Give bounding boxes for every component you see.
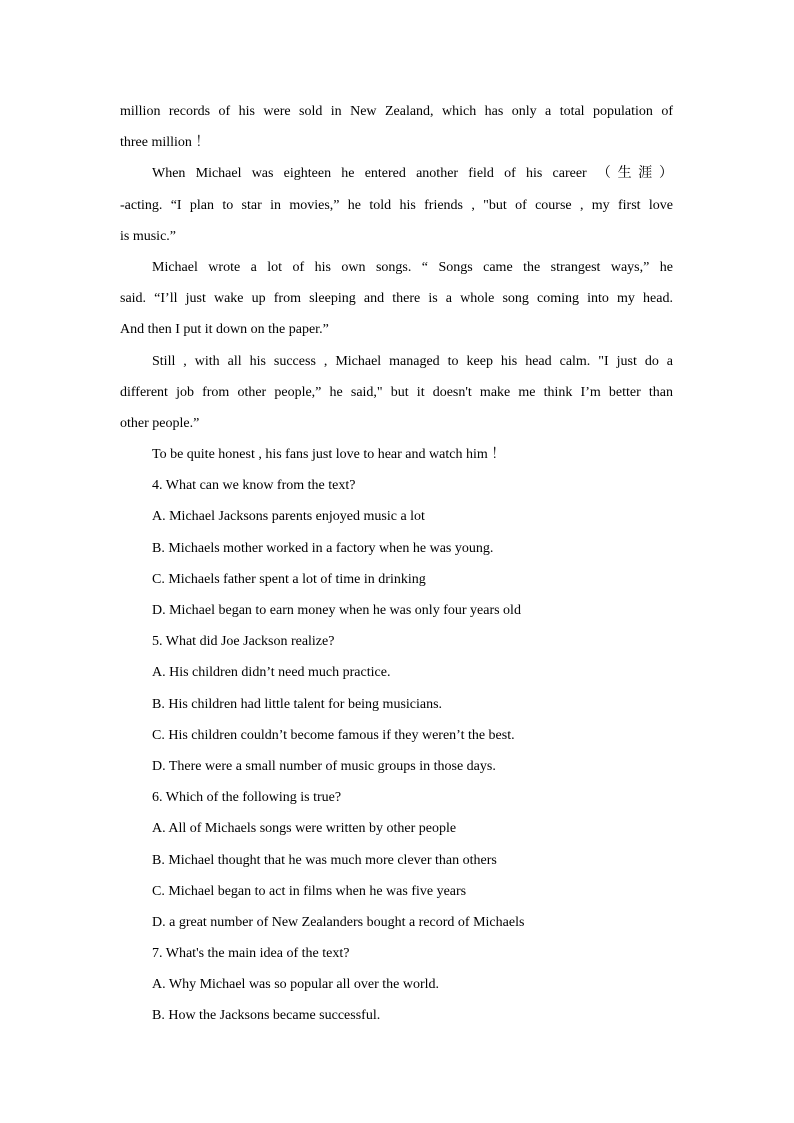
- passage-line: To be quite honest , his fans just love to hear and watch him ！: [152, 447, 506, 463]
- document-body: [120, 98, 673, 1034]
- question-6: [120, 784, 673, 940]
- passage-line: And then I put it down on the paper.”: [120, 322, 329, 338]
- question-stem: 7. What's the main idea of the text?: [152, 946, 350, 962]
- question-stem: 4. What can we know from the text?: [152, 478, 356, 494]
- passage-line: -acting. “I plan to star in movies,” he told his friends , "but of course , my first love: [120, 197, 673, 213]
- answer-option: D. There were a small number of music groups in those days.: [152, 758, 496, 774]
- answer-option: C. Michaels father spent a lot of time in drinking: [152, 571, 426, 587]
- question-7: [120, 940, 673, 1034]
- passage-line: million records of his were sold in New Zealand, which has only a total population of: [120, 104, 673, 119]
- answer-option: B. How the Jacksons became successful.: [152, 1008, 381, 1024]
- answer-option: A. Why Michael was so popular all over the world.: [152, 977, 440, 993]
- question-stem: 5. What did Joe Jackson realize?: [152, 634, 335, 650]
- passage-line: is music.”: [120, 228, 176, 244]
- passage-line: three million ！: [120, 135, 210, 151]
- question-stem: 6. Which of the following is true?: [152, 790, 342, 806]
- answer-option: C. His children couldn’t become famous if they weren’t the best.: [152, 727, 515, 743]
- answer-option: D. Michael began to earn money when he was only four years old: [152, 603, 521, 618]
- passage-line: different job from other people,” he said," but it doesn't make me think I’m better than: [120, 384, 673, 400]
- passage-line: said. “I’ll just wake up from sleeping and there is a whole song coming into my head.: [120, 291, 673, 307]
- answer-option: A. His children didn’t need much practice.: [152, 665, 391, 681]
- passage-line: Michael wrote a lot of his own songs. “ Songs came the strangest ways,” he: [152, 259, 673, 275]
- question-4: [120, 472, 673, 628]
- answer-option: B. Michaels mother worked in a factory when he was young.: [152, 540, 494, 556]
- answer-option: D. a great number of New Zealanders bought a record of Michaels: [152, 914, 525, 930]
- answer-option: B. His children had little talent for being musicians.: [152, 696, 443, 712]
- answer-option: C. Michael began to act in films when he was five years: [152, 883, 467, 899]
- question-5: [120, 628, 673, 784]
- reading-passage: [120, 98, 673, 472]
- answer-option: A. All of Michaels songs were written by other people: [152, 821, 457, 837]
- passage-line: When Michael was eighteen he entered another field of his career （生涯）: [152, 166, 673, 182]
- passage-line: other people.”: [120, 415, 200, 431]
- answer-option: B. Michael thought that he was much more clever than others: [152, 852, 497, 868]
- answer-option: A. Michael Jacksons parents enjoyed music a lot: [152, 509, 425, 525]
- passage-line: Still , with all his success , Michael managed to keep his head calm. "I just do a: [152, 353, 673, 369]
